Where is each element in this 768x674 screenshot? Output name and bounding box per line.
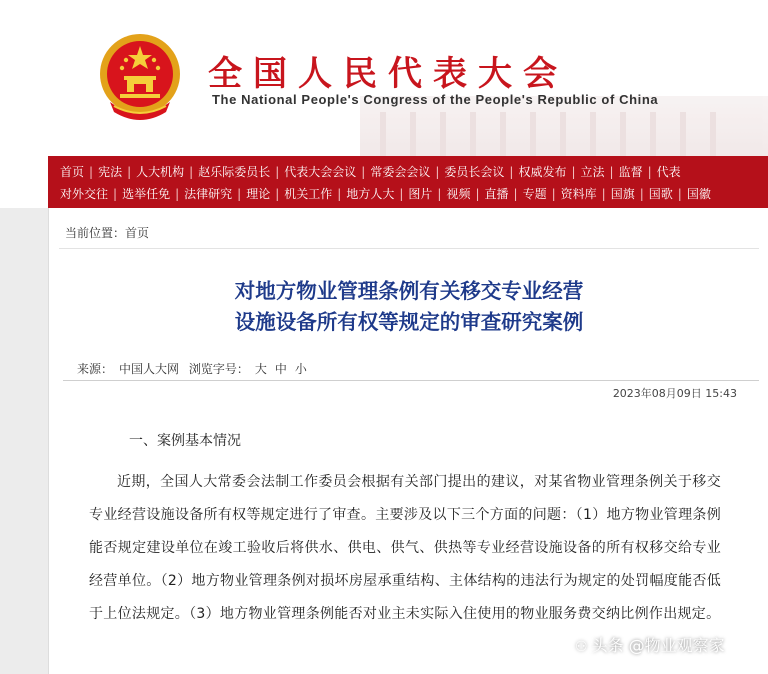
left-margin: [0, 208, 48, 674]
nav-item-row1-1[interactable]: 宪法: [98, 165, 123, 179]
nav-separator: |: [189, 165, 194, 179]
site-header: [0, 0, 768, 156]
nav-separator: |: [437, 187, 442, 201]
nav-item-row1-7[interactable]: 权威发布: [518, 165, 567, 179]
nav-separator: |: [475, 187, 480, 201]
nav-item-row1-9[interactable]: 监督: [618, 165, 643, 179]
breadcrumb-label: 当前位置：: [65, 226, 126, 240]
article-paragraph: 近期，全国人大常委会法制工作委员会根据有关部门提出的建议，对某省物业管理条例关于移交专业经营设施设备所有权等规定进行了审查。主要涉及以下三个方面的问题：（1）地方物业管理条例能否规定建设单位在竣工验收后将供水、供电、供气、供热等专业经营设施设备的所有权移交给专业经营单位。（2）地方物业管理条例对损坏房屋承重结构、主体结构的违法行为规定的处罚幅度能否低于上位法规定。（3）地方物业管理条例能否对业主未实际入住使用的物业服务费交纳比例作出规定。: [89, 474, 721, 622]
nav-item-row1-10[interactable]: 代表: [656, 165, 681, 179]
nav-item-row2-2[interactable]: 法律研究: [184, 187, 233, 201]
source-label: 来源：: [77, 362, 114, 376]
article-title-line-2: 设施设备所有权等规定的审查研究案例: [234, 310, 584, 334]
nav-separator: |: [275, 165, 280, 179]
article-meta: [77, 360, 315, 377]
nav-item-row2-9[interactable]: 专题: [522, 187, 547, 201]
divider: [59, 248, 759, 249]
site-title: 全国人民代表大会: [208, 54, 568, 94]
article-panel: [48, 208, 768, 674]
nav-separator: |: [361, 165, 366, 179]
font-size-large-button[interactable]: 大: [254, 362, 267, 376]
nav-item-row1-0[interactable]: 首页: [60, 165, 85, 179]
nav-row-1: [60, 163, 681, 180]
nav-item-row2-1[interactable]: 选举任免: [122, 187, 171, 201]
nav-item-row1-5[interactable]: 常委会会议: [370, 165, 431, 179]
watermark: [575, 633, 725, 656]
nav-item-row1-8[interactable]: 立法: [580, 165, 605, 179]
nav-separator: |: [399, 187, 404, 201]
nav-item-row1-2[interactable]: 人大机构: [136, 165, 185, 179]
nav-item-row2-8[interactable]: 直播: [484, 187, 509, 201]
nav-separator: |: [639, 187, 644, 201]
divider: [63, 380, 759, 381]
nav-item-row2-0[interactable]: 对外交往: [60, 187, 109, 201]
nav-separator: |: [571, 165, 576, 179]
toutiao-icon: ⚇: [575, 639, 588, 655]
nav-separator: |: [89, 165, 94, 179]
nav-item-row1-3[interactable]: 赵乐际委员长: [198, 165, 271, 179]
nav-item-row2-4[interactable]: 机关工作: [284, 187, 333, 201]
nav-separator: |: [113, 187, 118, 201]
nav-separator: |: [435, 165, 440, 179]
section-heading: 一、案例基本情况: [129, 433, 241, 449]
nav-separator: |: [647, 165, 652, 179]
nav-separator: |: [175, 187, 180, 201]
nav-separator: |: [601, 187, 606, 201]
nav-item-row2-3[interactable]: 理论: [246, 187, 271, 201]
watermark-text: 头条 @物业观察家: [591, 636, 725, 655]
nav-item-row2-13[interactable]: 国徽: [686, 187, 711, 201]
font-size-label: 浏览字号：: [188, 362, 249, 376]
national-emblem-icon: [96, 32, 184, 122]
source-value: 中国人大网: [119, 362, 180, 376]
nav-separator: |: [677, 187, 682, 201]
nav-item-row2-12[interactable]: 国歌: [648, 187, 673, 201]
site-title-english: The National People's Congress of the People's Republic of China: [212, 92, 659, 107]
nav-separator: |: [551, 187, 556, 201]
nav-separator: |: [513, 187, 518, 201]
main-nav: [48, 156, 768, 208]
nav-item-row2-11[interactable]: 国旗: [610, 187, 635, 201]
font-size-small-button[interactable]: 小: [294, 362, 307, 376]
nav-item-row2-6[interactable]: 图片: [408, 187, 433, 201]
nav-separator: |: [609, 165, 614, 179]
article-title-line-1: 对地方物业管理条例有关移交专业经营: [234, 279, 584, 303]
nav-item-row2-7[interactable]: 视频: [446, 187, 471, 201]
breadcrumb-home-link[interactable]: 首页: [125, 226, 150, 240]
nav-separator: |: [275, 187, 280, 201]
nav-separator: |: [509, 165, 514, 179]
nav-separator: |: [337, 187, 342, 201]
nav-row-2: [60, 185, 711, 202]
nav-item-row1-4[interactable]: 代表大会会议: [284, 165, 357, 179]
nav-separator: |: [237, 187, 242, 201]
nav-separator: |: [127, 165, 132, 179]
font-size-medium-button[interactable]: 中: [274, 362, 287, 376]
nav-item-row2-10[interactable]: 资料库: [560, 187, 597, 201]
breadcrumb: [65, 224, 149, 241]
nav-item-row2-5[interactable]: 地方人大: [346, 187, 395, 201]
article-title: [49, 276, 768, 338]
publish-date: 2023年08月09日 15:43: [612, 387, 737, 400]
nav-item-row1-6[interactable]: 委员长会议: [444, 165, 505, 179]
